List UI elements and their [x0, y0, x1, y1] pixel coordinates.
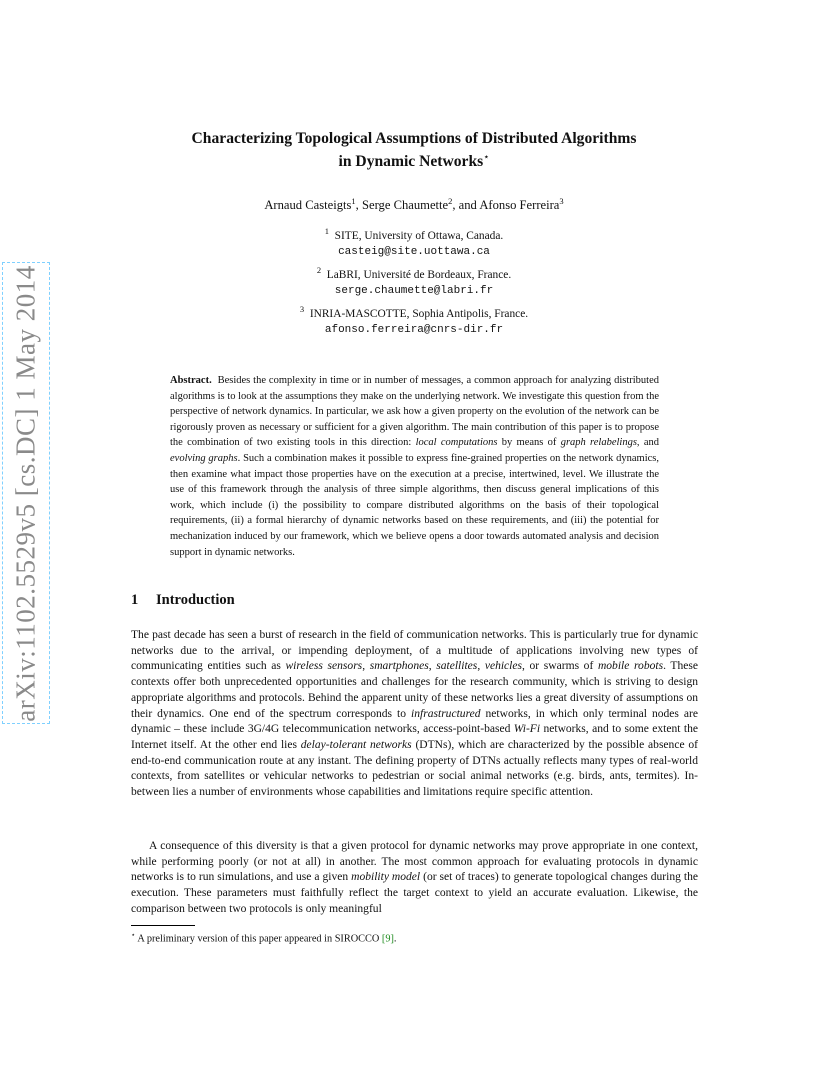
affiliation-2: $^2$ LaBRI, Université de Bordeaux, France. serge.chaumette@labri.fr	[316, 265, 512, 297]
footnote: ⋆ A preliminary version of this paper appeared in SIROCCO [9].	[131, 931, 397, 945]
arxiv-identifier-stamp	[2, 262, 50, 724]
paper-title: Characterizing Topological Assumptions of Distributed Algorithms in Dynamic Networks⋆	[191, 130, 637, 171]
citation-link[interactable]: [9]	[381, 933, 394, 945]
section-heading-introduction	[131, 592, 235, 609]
affiliation-1: $^1$ SITE, University of Ottawa, Canada. casteig@site.uottawa.ca	[324, 226, 504, 258]
author-name: Arnaud Casteigts	[264, 198, 352, 213]
affiliation-institution: LaBRI, Université de Bordeaux, France.	[326, 268, 512, 281]
intro-paragraph-2: A consequence of this diversity is that a given protocol for dynamic networks may prove appropriate in one context, while performing poorly (or not at all) in another. The most common approach for evaluating protocols in dynamic networks is to run simulations, and use a given mobility model (or set of traces) to generate topological changes during the execution. These parameters must faithfully reflect the target context to yield an accurate evaluation. Likewise, the comparison between two protocols is only meaningful	[131, 840, 698, 915]
intro-paragraph-1: The past decade has seen a burst of research in the field of communication networks. This is particularly true for dynamic networks due to the arrival, or impending deployment, of a multitude of applications involving new types of communicating entities such as wireless sensors, smartphones, satellites, vehicles, or swarms of mobile robots. These contexts offer both unprecedented opportunities and challenges for the research community, which is striving to design appropriate algorithms and protocols. Behind the apparent unity of these networks lies a great diversity of assumptions on their dynamics. One end of the spectrum corresponds to infrastructured networks, in which only terminal nodes are dynamic – these include 3G/4G telecommunication networks, access-point-based Wi-Fi networks, and to some extent the Internet itself. At the other end lies delay-tolerant networks (DTNs), which are characterized by the possible absence of end-to-end communication route at any instant. The defining property of DTNs actually reflects many types of real-world contexts, from satellites or vehicular networks to pedestrian or social animal networks (e.g. birds, ants, termites). In-between lies a number of environments whose capabilities and limitations require specific attention.	[131, 629, 698, 799]
affiliation-email: afonso.ferreira@cnrs-dir.fr	[324, 323, 504, 336]
footnote-rule	[131, 925, 195, 926]
affiliation-email: serge.chaumette@labri.fr	[334, 284, 494, 297]
affiliation-email: casteig@site.uottawa.ca	[338, 245, 490, 258]
footnote-mark: ⋆	[131, 931, 136, 939]
affiliation-3: $^3$ INRIA-MASCOTTE, Sophia Antipolis, France. afonso.ferreira@cnrs-dir.fr	[299, 304, 529, 336]
abstract: Abstract. Besides the complexity in time or in number of messages, a common approach for analyzing distributed algorithms is to look at the assumptions they make on the underlying network. We investigate this question from the perspective of network dynamics. In particular, we ask how a given property on the evolution of the network can be rigorously proven as necessary or sufficient for a given algorithm. The main contribution of this paper is to propose the combination of two existing tools in this direction: local computations by means of graph relabelings, and evolving graphs. Such a combination makes it possible to express fine-grained properties on the network dynamics, then examine what impact those properties have on the execution at a precise, intertwined, level. We illustrate the use of this framework through the analysis of three simple algorithms, then discuss general implications of this work, which include (i) the possibility to compare distributed algorithms on the basis of their topological requirements, (ii) a formal hierarchy of dynamic networks based on these requirements, and (iii) the potential for mechanization induced by our framework, which we believe opens a door towards automated analysis and decision support in dynamic networks.	[170, 375, 660, 558]
author-list: Arnaud Casteigts$^1$, Serge Chaumette$^2$, and Afonso Ferreira$^3$	[264, 196, 564, 213]
section-title: Introduction	[156, 592, 235, 608]
affiliation-institution: INRIA-MASCOTTE, Sophia Antipolis, France.	[309, 307, 529, 320]
section-number: 1	[131, 592, 139, 608]
abstract-label: Abstract.	[170, 375, 212, 386]
title-footnote-mark: ⋆	[483, 152, 490, 163]
affiliation-institution: SITE, University of Ottawa, Canada.	[334, 229, 504, 242]
author-name: Serge Chaumette	[361, 198, 449, 213]
arxiv-identifier: arXiv:1102.5529v5 [cs.DC] 1 May 2014	[10, 264, 41, 722]
author-name: Afonso Ferreira	[479, 198, 560, 213]
